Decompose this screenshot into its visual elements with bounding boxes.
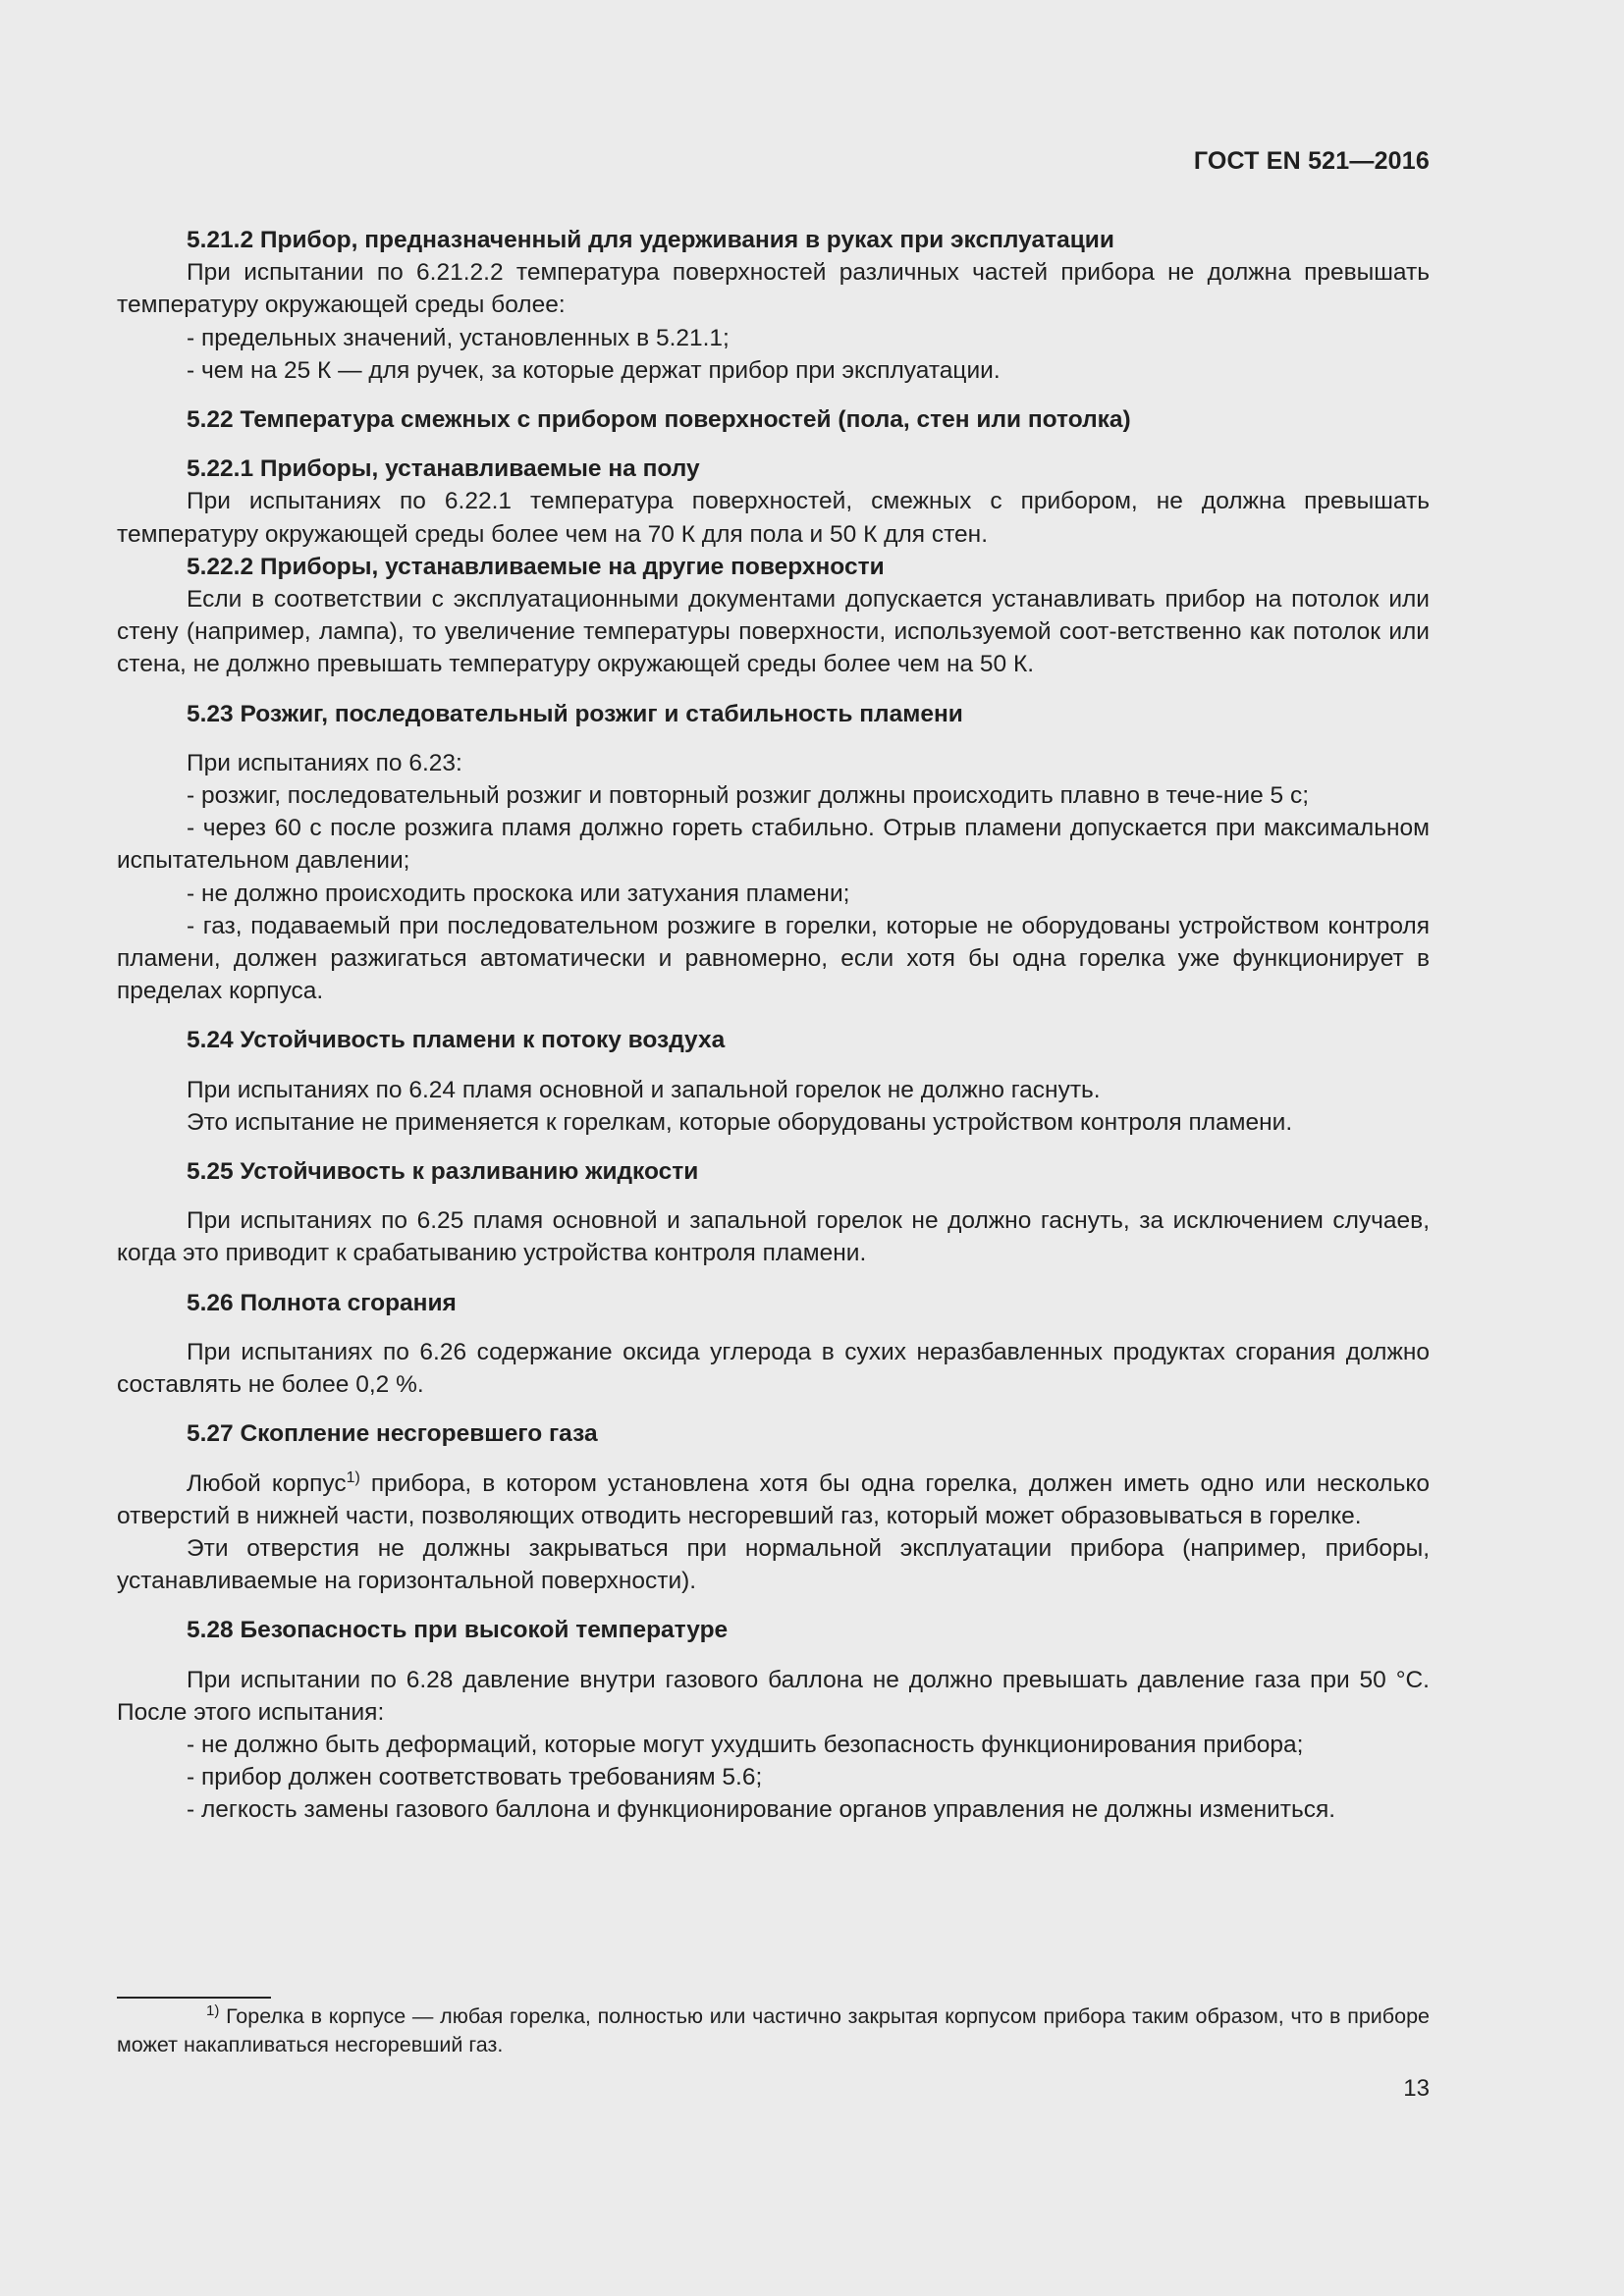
paragraph-text: Любой корпус	[187, 1469, 347, 1497]
list-item: - розжиг, последовательный розжиг и повторный розжиг должны происходить плавно в тече-ние 5 с;	[187, 782, 1310, 810]
paragraph: Это испытание не применяется к горелкам, которые оборудованы устройством контроля пламени.	[187, 1108, 1293, 1136]
list-item: - не должно быть деформаций, которые могут ухудшить безопасность функционирования прибора;	[187, 1731, 1304, 1758]
list-item: - не должно происходить проскока или затухания пламени;	[187, 880, 850, 907]
section-heading-5-21-2: 5.21.2 Прибор, предназначенный для удерживания в руках при эксплуатации	[187, 227, 1114, 253]
section-heading-5-28: 5.28 Безопасность при высокой температуре	[187, 1617, 729, 1644]
paragraph: При испытаниях по 6.24 пламя основной и запальной горелок не должно гаснуть.	[187, 1076, 1101, 1103]
paragraph: При испытаниях по 6.23:	[187, 749, 462, 776]
paragraph: Если в соответствии с эксплуатационными документами допускается устанавливать прибор на потолок или стену (например, лампа), то увеличение температуры поверхности, используемой соот-ветственно как потолок или стена, не должно превышать температуру окружающей среды более чем на 50 К.	[117, 586, 1430, 678]
list-item: - чем на 25 К — для ручек, за которые держат прибор при эксплуатации.	[187, 356, 1001, 384]
paragraph-text: прибора, в котором установлена хотя бы одна горелка, должен иметь одно или несколько отверстий в нижней части, позволяющих отводить несгоревший газ, который может образовываться в горелке.	[117, 1469, 1430, 1529]
section-heading-5-22: 5.22 Температура смежных с прибором поверхностей (пола, стен или потолка)	[187, 406, 1131, 434]
page-number: 13	[1403, 2075, 1430, 2102]
paragraph: При испытании по 6.21.2.2 температура поверхностей различных частей прибора не должна превышать температуру окружающей среды более:	[117, 259, 1430, 319]
list-item: - прибор должен соответствовать требованиям 5.6;	[187, 1764, 763, 1791]
section-heading-5-25: 5.25 Устойчивость к разливанию жидкости	[187, 1158, 699, 1186]
footnote-text-block	[117, 2002, 1430, 2059]
section-heading-5-27: 5.27 Скопление несгоревшего газа	[187, 1420, 598, 1448]
paragraph: При испытании по 6.28 давление внутри газового баллона не должно превышать давление газа при 50 °С. После этого испытания:	[117, 1666, 1430, 1726]
footnote-marker: 1)	[206, 2002, 220, 2019]
list-item: - газ, подаваемый при последовательном розжиге в горелки, которые не оборудованы устройством контроля пламени, должен разжигаться автоматически и равномерно, если хотя бы одна горелка уже функционирует в пределах корпуса.	[117, 912, 1430, 1005]
list-item: - предельных значений, установленных в 5.21.1;	[187, 324, 730, 351]
list-item: - через 60 с после розжига пламя должно гореть стабильно. Отрыв пламени допускается при максимальном испытательном давлении;	[117, 815, 1430, 875]
document-code-header: ГОСТ EN 521—2016	[1193, 147, 1430, 175]
footnote-reference[interactable]: 1)	[346, 1468, 360, 1486]
section-heading-5-24: 5.24 Устойчивость пламени к потоку воздуха	[187, 1027, 726, 1054]
paragraph	[117, 1468, 1430, 1532]
footnote-divider	[117, 1997, 271, 1999]
section-heading-5-22-2: 5.22.2 Приборы, устанавливаемые на другие поверхности	[187, 553, 885, 580]
paragraph: При испытаниях по 6.25 пламя основной и запальной горелок не должно гаснуть, за исключением случаев, когда это приводит к срабатыванию устройства контроля пламени.	[117, 1207, 1430, 1267]
footnote	[117, 2002, 1430, 2059]
section-heading-5-26: 5.26 Полнота сгорания	[187, 1289, 457, 1316]
paragraph: Эти отверстия не должны закрываться при нормальной эксплуатации прибора (например, приборы, устанавливаемые на горизонтальной поверхности).	[117, 1534, 1430, 1595]
paragraph: При испытаниях по 6.22.1 температура поверхностей, смежных с прибором, не должна превышать температуру окружающей среды более чем на 70 К для пола и 50 К для стен.	[117, 488, 1430, 548]
list-item: - легкость замены газового баллона и функционирование органов управления не должны измениться.	[187, 1796, 1336, 1824]
section-heading-5-23: 5.23 Розжиг, последовательный розжиг и стабильность пламени	[187, 700, 963, 727]
footnote-text: Горелка в корпусе — любая горелка, полностью или частично закрытая корпусом прибора таким образом, что в приборе может накапливаться несгоревший газ.	[117, 2004, 1430, 2056]
paragraph: При испытаниях по 6.26 содержание оксида углерода в сухих неразбавленных продуктах сгорания должно составлять не более 0,2 %.	[117, 1338, 1430, 1399]
section-heading-5-22-1: 5.22.1 Приборы, устанавливаемые на полу	[187, 455, 700, 483]
document-body	[117, 224, 1430, 1827]
